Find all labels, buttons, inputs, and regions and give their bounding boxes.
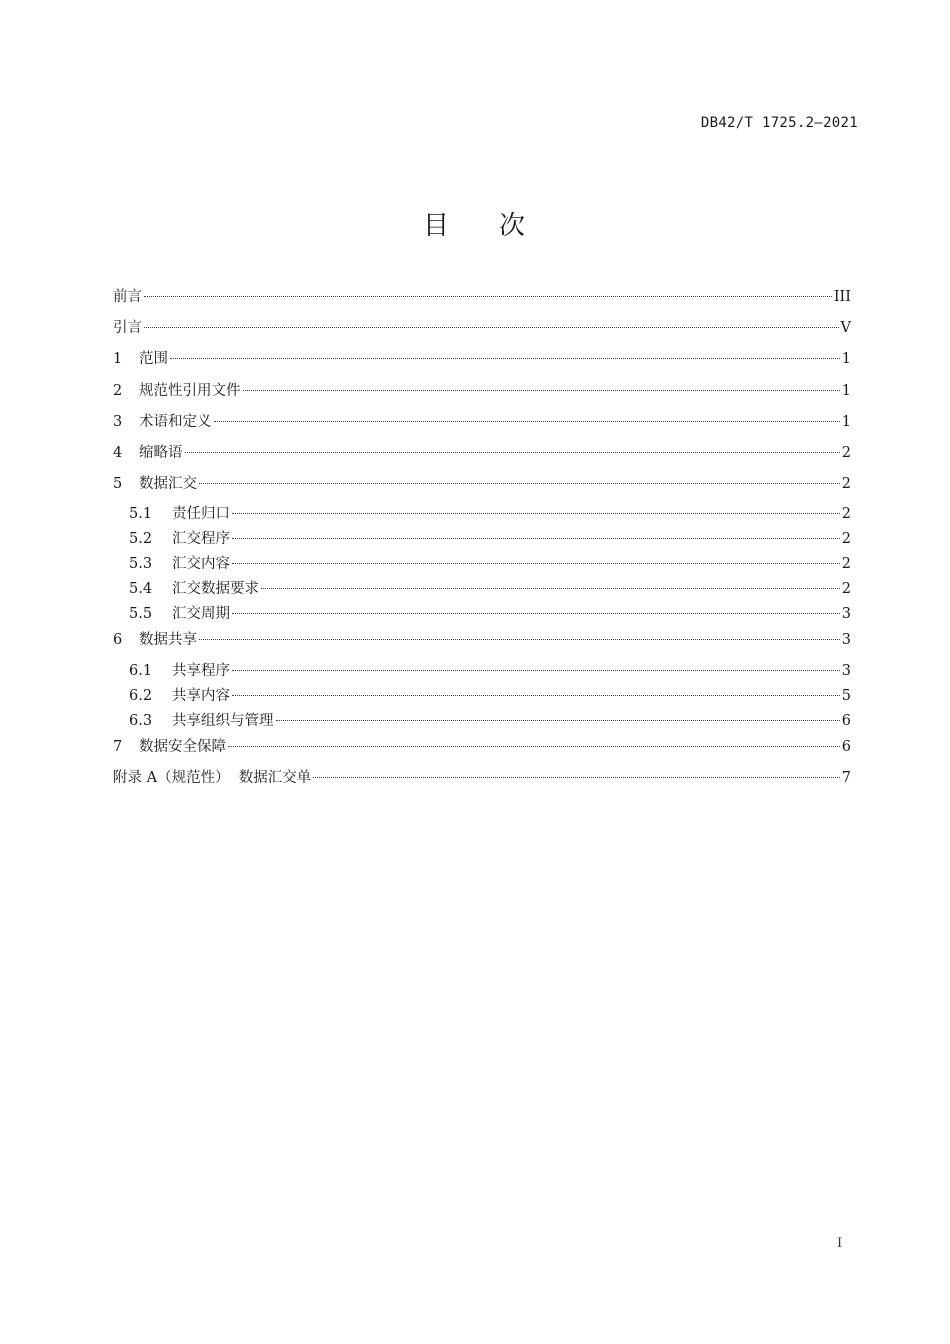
toc-entry-number: 2 xyxy=(113,382,123,399)
toc-dot-leader xyxy=(228,746,840,747)
toc-entry-label: 数据安全保障 xyxy=(139,738,226,755)
toc-dot-leader xyxy=(170,358,840,359)
toc-entry-page: 3 xyxy=(841,606,851,623)
toc-dot-leader xyxy=(214,421,840,422)
toc-entry-5-2[interactable] xyxy=(113,528,851,553)
toc-entry-6-1[interactable] xyxy=(113,660,851,685)
toc-entry-label: 责任归口 xyxy=(172,506,230,523)
toc-entry-label: 数据汇交 xyxy=(139,476,197,493)
toc-dot-leader xyxy=(232,538,840,539)
toc-entry-1[interactable] xyxy=(113,347,851,378)
toc-entry-number: 6 xyxy=(113,632,123,649)
toc-entry-page: 1 xyxy=(841,413,851,430)
toc-entry-3[interactable] xyxy=(113,410,851,441)
toc-dot-leader xyxy=(232,513,840,514)
toc-entry-4[interactable] xyxy=(113,441,851,472)
toc-entry-label: 缩略语 xyxy=(139,444,183,461)
toc-entry-label: 术语和定义 xyxy=(139,413,212,430)
toc-entry-number: 3 xyxy=(113,413,123,430)
toc-entry-label: 范围 xyxy=(139,351,168,368)
page-number: I xyxy=(837,1236,843,1251)
toc-dot-leader xyxy=(232,695,840,696)
document-code: DB42/T 1725.2—2021 xyxy=(700,115,858,131)
toc-dot-leader xyxy=(261,588,840,589)
title-part-1: 目 xyxy=(422,211,451,241)
toc-dot-leader xyxy=(276,720,840,721)
toc-entry-label: 汇交程序 xyxy=(172,531,230,548)
page-title xyxy=(0,205,950,242)
toc-entry-label: 共享组织与管理 xyxy=(172,712,274,729)
toc-entry-number: 6.1 xyxy=(129,662,153,679)
toc-entry-label: 汇交周期 xyxy=(172,606,230,623)
toc-entry-label: 附录 A（规范性） 数据汇交单 xyxy=(113,769,312,786)
toc-entry-page: 2 xyxy=(841,444,851,461)
toc-entry-appendix-a[interactable] xyxy=(113,766,851,797)
toc-entry-page: 7 xyxy=(841,769,851,786)
toc-entry-page: 2 xyxy=(841,581,851,598)
toc-entry-page: 5 xyxy=(841,687,851,704)
toc-entry-page: 1 xyxy=(841,382,851,399)
toc-entry-label: 共享内容 xyxy=(172,687,230,704)
title-part-2: 次 xyxy=(499,211,528,241)
toc-entry-5-5[interactable] xyxy=(113,603,851,628)
toc-dot-leader xyxy=(199,483,840,484)
toc-entry-5-4[interactable] xyxy=(113,578,851,603)
toc-dot-leader xyxy=(232,670,840,671)
toc-entry-number: 5.4 xyxy=(129,581,153,598)
toc-entry-number: 6.3 xyxy=(129,712,153,729)
toc-entry-page: 1 xyxy=(841,351,851,368)
toc-entry-number: 5.2 xyxy=(129,531,153,548)
toc-entry-number: 5 xyxy=(113,476,123,493)
toc-dot-leader xyxy=(243,390,840,391)
toc-entry-5-3[interactable] xyxy=(113,553,851,578)
toc-entry-page: III xyxy=(833,289,851,305)
toc-entry-2[interactable] xyxy=(113,379,851,410)
toc-entry-preface[interactable] xyxy=(113,285,851,316)
toc-entry-label: 前言 xyxy=(113,289,142,305)
toc-entry-page: V xyxy=(840,320,851,337)
toc-entry-page: 2 xyxy=(841,531,851,548)
toc-entry-7[interactable] xyxy=(113,735,851,766)
toc-entry-6[interactable] xyxy=(113,628,851,659)
toc-entry-5-1[interactable] xyxy=(113,503,851,528)
table-of-contents xyxy=(113,285,851,797)
toc-entry-page: 6 xyxy=(841,738,851,755)
toc-entry-number: 5.3 xyxy=(129,556,153,573)
toc-entry-page: 3 xyxy=(841,662,851,679)
toc-entry-number: 5.1 xyxy=(129,506,153,523)
toc-dot-leader xyxy=(232,613,840,614)
toc-entry-6-2[interactable] xyxy=(113,685,851,710)
toc-dot-leader xyxy=(185,452,840,453)
toc-dot-leader xyxy=(232,563,840,564)
toc-entry-number: 4 xyxy=(113,444,123,461)
toc-entry-label: 规范性引用文件 xyxy=(139,382,241,399)
toc-entry-page: 2 xyxy=(841,506,851,523)
toc-entry-number: 7 xyxy=(113,738,123,755)
toc-entry-number: 5.5 xyxy=(129,606,153,623)
toc-entry-page: 3 xyxy=(841,632,851,649)
toc-entry-label: 共享程序 xyxy=(172,662,230,679)
toc-entry-number: 1 xyxy=(113,351,123,368)
toc-entry-label: 数据共享 xyxy=(139,632,197,649)
toc-entry-page: 6 xyxy=(841,712,851,729)
toc-entry-label: 汇交内容 xyxy=(172,556,230,573)
toc-dot-leader xyxy=(144,327,839,328)
toc-entry-5[interactable] xyxy=(113,472,851,503)
toc-dot-leader xyxy=(199,639,840,640)
toc-dot-leader xyxy=(144,296,832,297)
toc-entry-label: 引言 xyxy=(113,320,142,337)
toc-entry-page: 2 xyxy=(841,556,851,573)
toc-entry-page: 2 xyxy=(841,476,851,493)
toc-entry-introduction[interactable] xyxy=(113,316,851,347)
toc-dot-leader xyxy=(313,777,839,778)
toc-entry-number: 6.2 xyxy=(129,687,153,704)
toc-entry-6-3[interactable] xyxy=(113,710,851,735)
toc-entry-label: 汇交数据要求 xyxy=(172,581,259,598)
